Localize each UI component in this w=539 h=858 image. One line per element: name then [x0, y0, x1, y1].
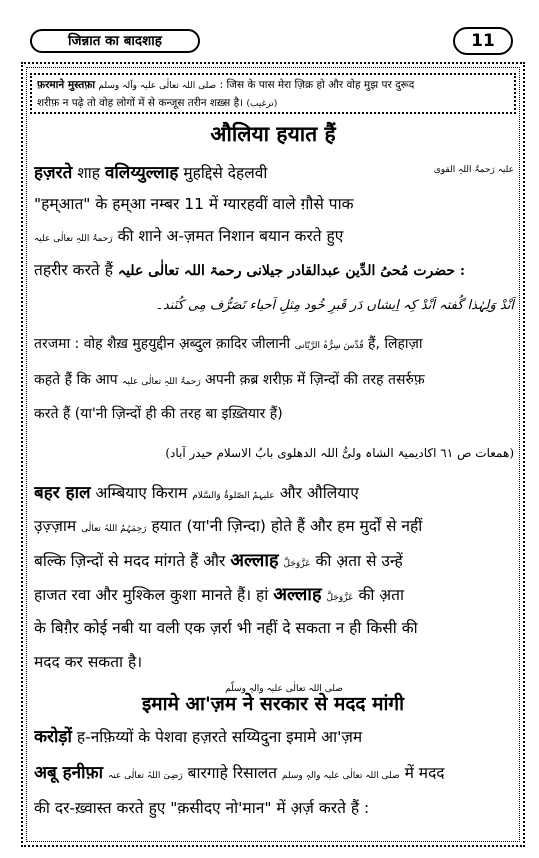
text-span: बल्कि ज़िन्दों से मदद मांगते हैं और — [34, 552, 231, 570]
paragraph-line — [34, 258, 514, 280]
arabic-honorific: قُدِّسَ سِرُّہُ الرَّبّانی — [294, 341, 364, 351]
arabic-honorific: صلی اللہ تعالٰی علیہ والہٖ وسلم — [281, 771, 400, 781]
paragraph-line — [34, 724, 514, 747]
bold-name: अबू हनीफ़ा — [34, 763, 103, 783]
text-span: और औलियाए — [274, 484, 359, 502]
book-title: जिन्नात का बादशाह — [30, 29, 200, 53]
section-heading-aulia: औलिया हयात हैं — [210, 122, 336, 146]
hadith-line-2 — [37, 95, 509, 113]
hadith-text-2: शरीफ़ न पढ़े तो वोह लोगों में से कन्जूस तरीन शख़्स है। — [37, 97, 244, 109]
text-span: कहते हैं कि आप — [34, 372, 123, 388]
hadith-line-1 — [37, 77, 509, 95]
hadith-label: फ़रमाने मुस्तफ़ा — [37, 79, 96, 91]
hadith-text-1: : जिस के पास मेरा ज़िक्र हो और वोह मुझ पर दुरूद — [219, 79, 415, 91]
text-span: की अ़ता — [353, 586, 404, 604]
text-span: बारगाहे रिसालत — [182, 764, 282, 782]
allah-word: अल्लाह — [230, 550, 279, 571]
hadith-source: (ترغیب) — [246, 99, 278, 109]
paragraph-line — [34, 582, 514, 606]
text-span: ह-नफ़िय्यों के पेशवा हज़रते सय्यिदुना इमामे आ'ज़म — [71, 728, 363, 746]
paragraph-line — [34, 224, 514, 246]
translation-line: करते हैं (या'नी ज़िन्दों ही की तरह बा इख़्तियार हैं) — [34, 406, 283, 422]
translation-line — [34, 334, 514, 353]
arabic-name: : حضرت مُحیُ الدِّین عبدالقادر جیلانی رحمۃ اللہ تعالٰی علیہ — [117, 263, 466, 279]
text-span: तरजमा : वोह शैख़ मुहयुद्दीन अ़ब्दुल क़ादिर जीलानी — [34, 336, 291, 352]
paragraph-line — [34, 480, 514, 503]
allah-word: अल्लाह — [273, 584, 322, 605]
text-span: मुहद्दिसे देहलवी — [178, 164, 268, 182]
paragraph-line: की दर-ख़्वास्त करते हुए "क़सीदए नो'मान" में अ़र्ज़ करते हैं : — [34, 799, 370, 817]
paragraph-line: "हम्आत" के हम्आ नम्बर 11 में ग्यारहवीं वाले ग़ौसे पाक — [34, 195, 354, 213]
reference-citation: (ھمعات ص ٦١ اکادیمیۃ الشاہ ولیُّ اللہ الدھلوی بابُ الاسلام حیدر آباد) — [165, 446, 514, 460]
translation-line — [34, 370, 514, 389]
paragraph-line — [34, 760, 514, 783]
page-number: 11 — [453, 27, 513, 55]
text-span: की अ़ता से उन्हें — [310, 552, 403, 570]
text-span: हयात (या'नी ज़िन्दा) होते हैं और हम मुर्दों से नहीं — [146, 517, 423, 535]
text-span: अपनी क़ब्र शरीफ़ में ज़िन्दों की तरह तसर्रुफ़ — [200, 372, 425, 388]
text-span: में मदद — [399, 764, 445, 782]
hadith-box — [30, 73, 516, 114]
hadith-salutation: صلی اللہ تعالٰی علیہ وآلہ وسلم — [98, 81, 217, 91]
paragraph-line — [34, 160, 514, 183]
arabic-honorific: رَحمۃُ اللہِ تعالٰی علیہ — [122, 377, 201, 387]
text-span: तहरीर करते हैं — [34, 261, 113, 279]
arabic-honorific: رَحِمَہُمُ اللہُ تعالٰی — [81, 524, 147, 534]
text-span: की शाने अ-ज़मत निशान बयान करते हुए — [112, 227, 344, 245]
arabic-honorific: رَحمۃُ اللہِ تعالٰی علیہ — [34, 234, 113, 244]
persian-quote: اَنْدْ وَلِہٰذا گُفتہ اَنْدْ کِہ اِیشاں دَر قَبرِ خُود مِثلِ اَحیاء تَصَرُّف مِی کُنَند۔ — [155, 298, 514, 313]
paragraph-line — [34, 548, 514, 572]
paragraph-line — [34, 514, 514, 536]
bold-term: बहर हाल — [34, 483, 91, 503]
arabic-honorific: عَزَّوَجَلَّ — [283, 559, 311, 569]
text-span: उ़ज़्ज़ाम — [34, 517, 82, 535]
paragraph-line: के बिग़ैर कोई नबी या वली एक ज़र्रा भी नहीं दे सकता न ही किसी की — [34, 619, 418, 637]
arabic-honorific: علیہمُ الصّلوۃُ وَالسَّلام — [192, 491, 275, 501]
arabic-honorific: علیہ رَحمۃُ اللہِ القوی — [433, 165, 514, 175]
text-span: शाह — [72, 164, 105, 182]
text-span: हैं, लिहाज़ा — [363, 336, 423, 352]
arabic-honorific: عَزَّوَجَلَّ — [326, 593, 354, 603]
text-span: हाजत रवा और मुश्किल कुशा मानते हैं। हां — [34, 586, 274, 604]
text-span: अम्बियाए किराम — [90, 484, 193, 502]
bold-term: हज़रते — [34, 163, 73, 183]
heading-salutation: صلی اللہ تعالٰی علیہ والہٖ وسلّم — [225, 684, 343, 694]
bold-term: करोड़ों — [34, 727, 72, 747]
arabic-honorific: رَضِیَ اللہُ تعالٰی عنہ — [107, 771, 183, 781]
bold-name: वलिय्युल्लाह — [104, 163, 179, 183]
paragraph-line: मदद कर सकता है। — [34, 653, 143, 671]
section-heading-imam: इमामे आ'ज़म ने सरकार से मदद मांगी — [141, 693, 405, 715]
